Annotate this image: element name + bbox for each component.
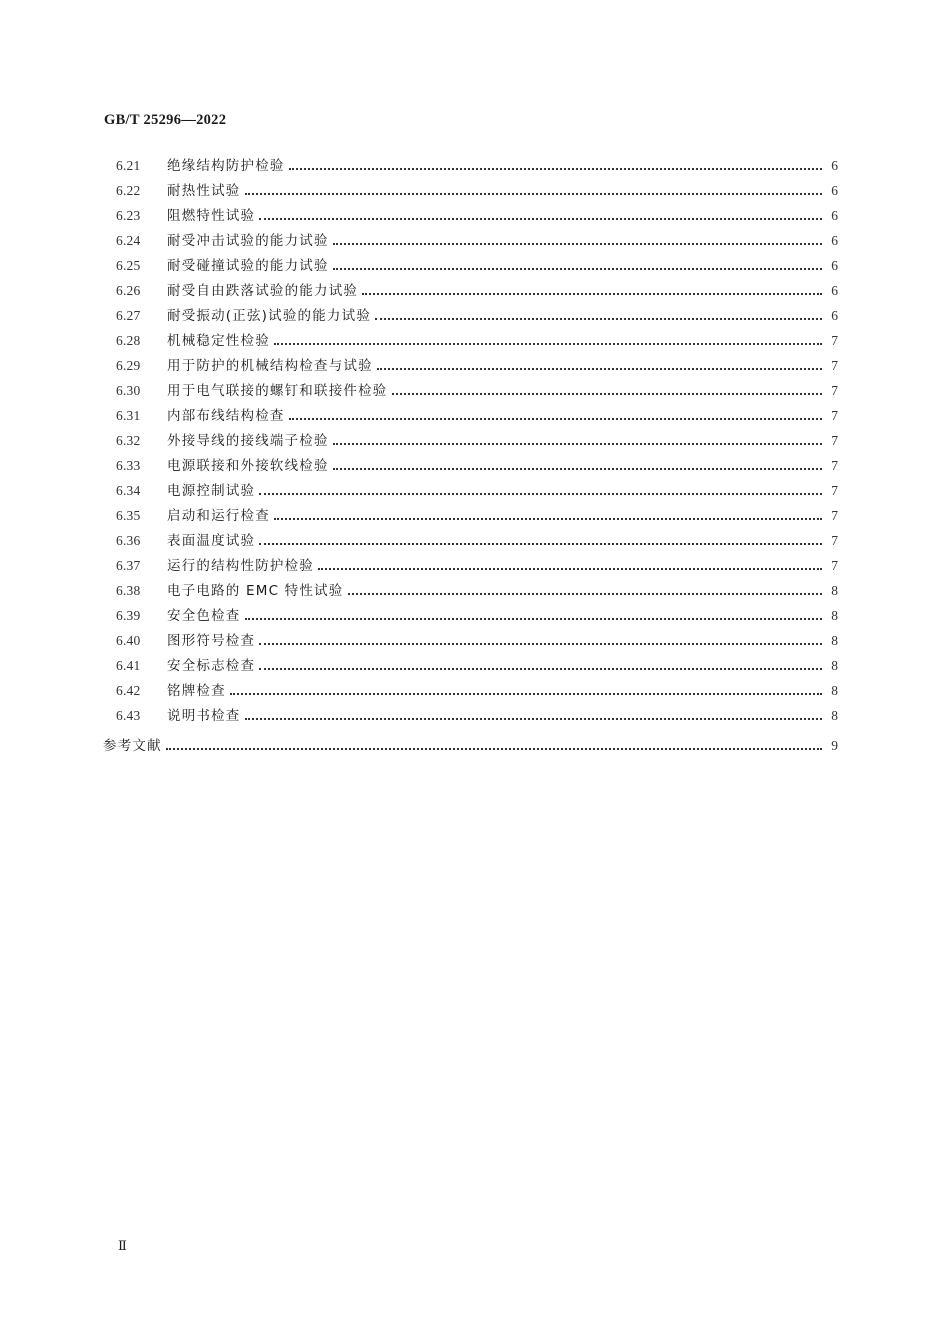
toc-leader-dots bbox=[333, 468, 822, 470]
toc-entry-number: 6.37 bbox=[116, 558, 141, 573]
toc-entry[interactable] bbox=[116, 431, 838, 451]
toc-entry[interactable] bbox=[116, 381, 838, 401]
toc-entry-number: 6.28 bbox=[116, 333, 141, 348]
toc-entry[interactable] bbox=[116, 206, 838, 226]
toc-entry-number: 6.22 bbox=[116, 183, 141, 198]
toc-entry-page: 8 bbox=[831, 583, 838, 598]
toc-entry-number: 6.41 bbox=[116, 658, 141, 673]
toc-entry[interactable] bbox=[116, 581, 838, 601]
toc-entry-page: 6 bbox=[831, 283, 838, 298]
toc-leader-dots bbox=[392, 393, 823, 395]
toc-leader-dots bbox=[362, 293, 822, 295]
toc-entry-title: 耐热性试验 bbox=[167, 183, 241, 199]
toc-entry-title: 参考文献 bbox=[103, 738, 162, 754]
toc-leader-dots bbox=[333, 243, 822, 245]
toc-entry-number: 6.36 bbox=[116, 533, 141, 548]
toc-entry-page: 7 bbox=[831, 358, 838, 373]
toc-entry-number: 6.27 bbox=[116, 308, 141, 323]
toc-leader-dots bbox=[318, 568, 822, 570]
toc-entry-title: 耐受碰撞试验的能力试验 bbox=[167, 258, 329, 274]
toc-entry-page: 7 bbox=[831, 558, 838, 573]
toc-entry-page: 6 bbox=[831, 233, 838, 248]
toc-entry-number: 6.38 bbox=[116, 583, 141, 598]
toc-entry-number: 6.23 bbox=[116, 208, 141, 223]
toc-leader-dots bbox=[375, 318, 822, 320]
toc-entry[interactable] bbox=[116, 506, 838, 526]
toc-entry-number: 6.21 bbox=[116, 158, 141, 173]
toc-entry[interactable] bbox=[116, 481, 838, 501]
toc-entry[interactable] bbox=[116, 606, 838, 626]
toc-entry-page: 9 bbox=[831, 738, 838, 753]
toc-entry-page: 7 bbox=[831, 458, 838, 473]
toc-entry-title: 外接导线的接线端子检验 bbox=[167, 433, 329, 449]
toc-entry[interactable] bbox=[116, 256, 838, 276]
toc-leader-dots bbox=[259, 493, 822, 495]
toc-entry-title: 启动和运行检查 bbox=[167, 508, 270, 524]
toc-leader-dots bbox=[245, 618, 823, 620]
toc-entry[interactable] bbox=[116, 306, 838, 326]
toc-entry-title: 铭牌检查 bbox=[167, 683, 226, 699]
toc-entry-title: 用于防护的机械结构检查与试验 bbox=[167, 358, 373, 374]
toc-entry-page: 7 bbox=[831, 533, 838, 548]
toc-entry-number: 6.35 bbox=[116, 508, 141, 523]
toc-entry-page: 7 bbox=[831, 408, 838, 423]
toc-entry-page: 7 bbox=[831, 483, 838, 498]
toc-entry-page: 6 bbox=[831, 183, 838, 198]
toc-leader-dots bbox=[289, 418, 822, 420]
page-number-footer: Ⅱ bbox=[118, 1238, 127, 1253]
toc-entry-title: 运行的结构性防护检验 bbox=[167, 558, 314, 574]
toc-entry-page: 8 bbox=[831, 683, 838, 698]
toc-entry[interactable] bbox=[116, 181, 838, 201]
toc-entry-number: 6.33 bbox=[116, 458, 141, 473]
toc-leader-dots bbox=[230, 693, 822, 695]
toc-entry[interactable] bbox=[116, 656, 838, 676]
toc-entry-title: 表面温度试验 bbox=[167, 533, 256, 549]
toc-entry-page: 6 bbox=[831, 158, 838, 173]
toc-leader-dots bbox=[245, 193, 823, 195]
toc-leader-dots bbox=[333, 268, 822, 270]
toc-entry-number: 6.34 bbox=[116, 483, 141, 498]
toc-entry-references[interactable] bbox=[103, 736, 838, 756]
toc-entry-title: 说明书检查 bbox=[167, 708, 241, 724]
toc-leader-dots bbox=[274, 518, 822, 520]
toc-entry-number: 6.25 bbox=[116, 258, 141, 273]
toc-entry-page: 8 bbox=[831, 658, 838, 673]
toc-entry-page: 7 bbox=[831, 333, 838, 348]
toc-entry-page: 7 bbox=[831, 508, 838, 523]
toc-entry-title: 绝缘结构防护检验 bbox=[167, 158, 285, 174]
toc-entry-page: 6 bbox=[831, 308, 838, 323]
toc-entry-title: 电源控制试验 bbox=[167, 483, 256, 499]
toc-entry-title: 电源联接和外接软线检验 bbox=[167, 458, 329, 474]
toc-entry-number: 6.43 bbox=[116, 708, 141, 723]
toc-entry-number: 6.40 bbox=[116, 633, 141, 648]
toc-entry-page: 6 bbox=[831, 208, 838, 223]
toc-entry-page: 8 bbox=[831, 708, 838, 723]
toc-entry[interactable] bbox=[116, 231, 838, 251]
toc-entry[interactable] bbox=[116, 681, 838, 701]
toc-entry[interactable] bbox=[116, 706, 838, 726]
toc-entry-title: 内部布线结构检查 bbox=[167, 408, 285, 424]
toc-entry-page: 6 bbox=[831, 258, 838, 273]
toc-entry-number: 6.30 bbox=[116, 383, 141, 398]
toc-entry-page: 7 bbox=[831, 383, 838, 398]
toc-entry[interactable] bbox=[116, 156, 838, 176]
toc-entry[interactable] bbox=[116, 556, 838, 576]
toc-leader-dots bbox=[377, 368, 822, 370]
toc-entry[interactable] bbox=[116, 281, 838, 301]
toc-entry-number: 6.39 bbox=[116, 608, 141, 623]
toc-entry[interactable] bbox=[116, 631, 838, 651]
toc-entry-number: 6.32 bbox=[116, 433, 141, 448]
toc-leader-dots bbox=[245, 718, 823, 720]
toc-entry-title: 耐受自由跌落试验的能力试验 bbox=[167, 283, 359, 299]
toc-leader-dots bbox=[259, 643, 822, 645]
toc-leader-dots bbox=[289, 168, 822, 170]
toc-entry[interactable] bbox=[116, 356, 838, 376]
toc-entry-number: 6.26 bbox=[116, 283, 141, 298]
document-code-header: GB/T 25296—2022 bbox=[104, 112, 227, 128]
toc-entry-title: 耐受振动(正弦)试验的能力试验 bbox=[167, 308, 372, 324]
toc-entry-page: 8 bbox=[831, 633, 838, 648]
toc-entry-title: 用于电气联接的螺钉和联接件检验 bbox=[167, 383, 388, 399]
toc-entry[interactable] bbox=[116, 456, 838, 476]
toc-entry-title: 耐受冲击试验的能力试验 bbox=[167, 233, 329, 249]
toc-leader-dots bbox=[166, 748, 822, 750]
toc-entry[interactable] bbox=[116, 531, 838, 551]
toc-entry-page: 8 bbox=[831, 608, 838, 623]
toc-entry-title: 图形符号检查 bbox=[167, 633, 256, 649]
toc-entry-number: 6.24 bbox=[116, 233, 141, 248]
toc-entry[interactable] bbox=[116, 331, 838, 351]
toc-entry-title: 阻燃特性试验 bbox=[167, 208, 256, 224]
toc-leader-dots bbox=[333, 443, 822, 445]
toc-leader-dots bbox=[259, 218, 822, 220]
toc-entry-title: 机械稳定性检验 bbox=[167, 333, 270, 349]
toc-entry-number: 6.29 bbox=[116, 358, 141, 373]
toc-entry[interactable] bbox=[116, 406, 838, 426]
toc-leader-dots bbox=[259, 543, 822, 545]
toc-entry-title: 安全标志检查 bbox=[167, 658, 256, 674]
toc-leader-dots bbox=[259, 668, 822, 670]
toc-entry-page: 7 bbox=[831, 433, 838, 448]
toc-entry-number: 6.42 bbox=[116, 683, 141, 698]
toc-leader-dots bbox=[274, 343, 822, 345]
toc-entry-title: 安全色检查 bbox=[167, 608, 241, 624]
toc-entry-title: 电子电路的 EMC 特性试验 bbox=[167, 583, 344, 599]
toc-entry-number: 6.31 bbox=[116, 408, 141, 423]
toc-leader-dots bbox=[348, 593, 823, 595]
